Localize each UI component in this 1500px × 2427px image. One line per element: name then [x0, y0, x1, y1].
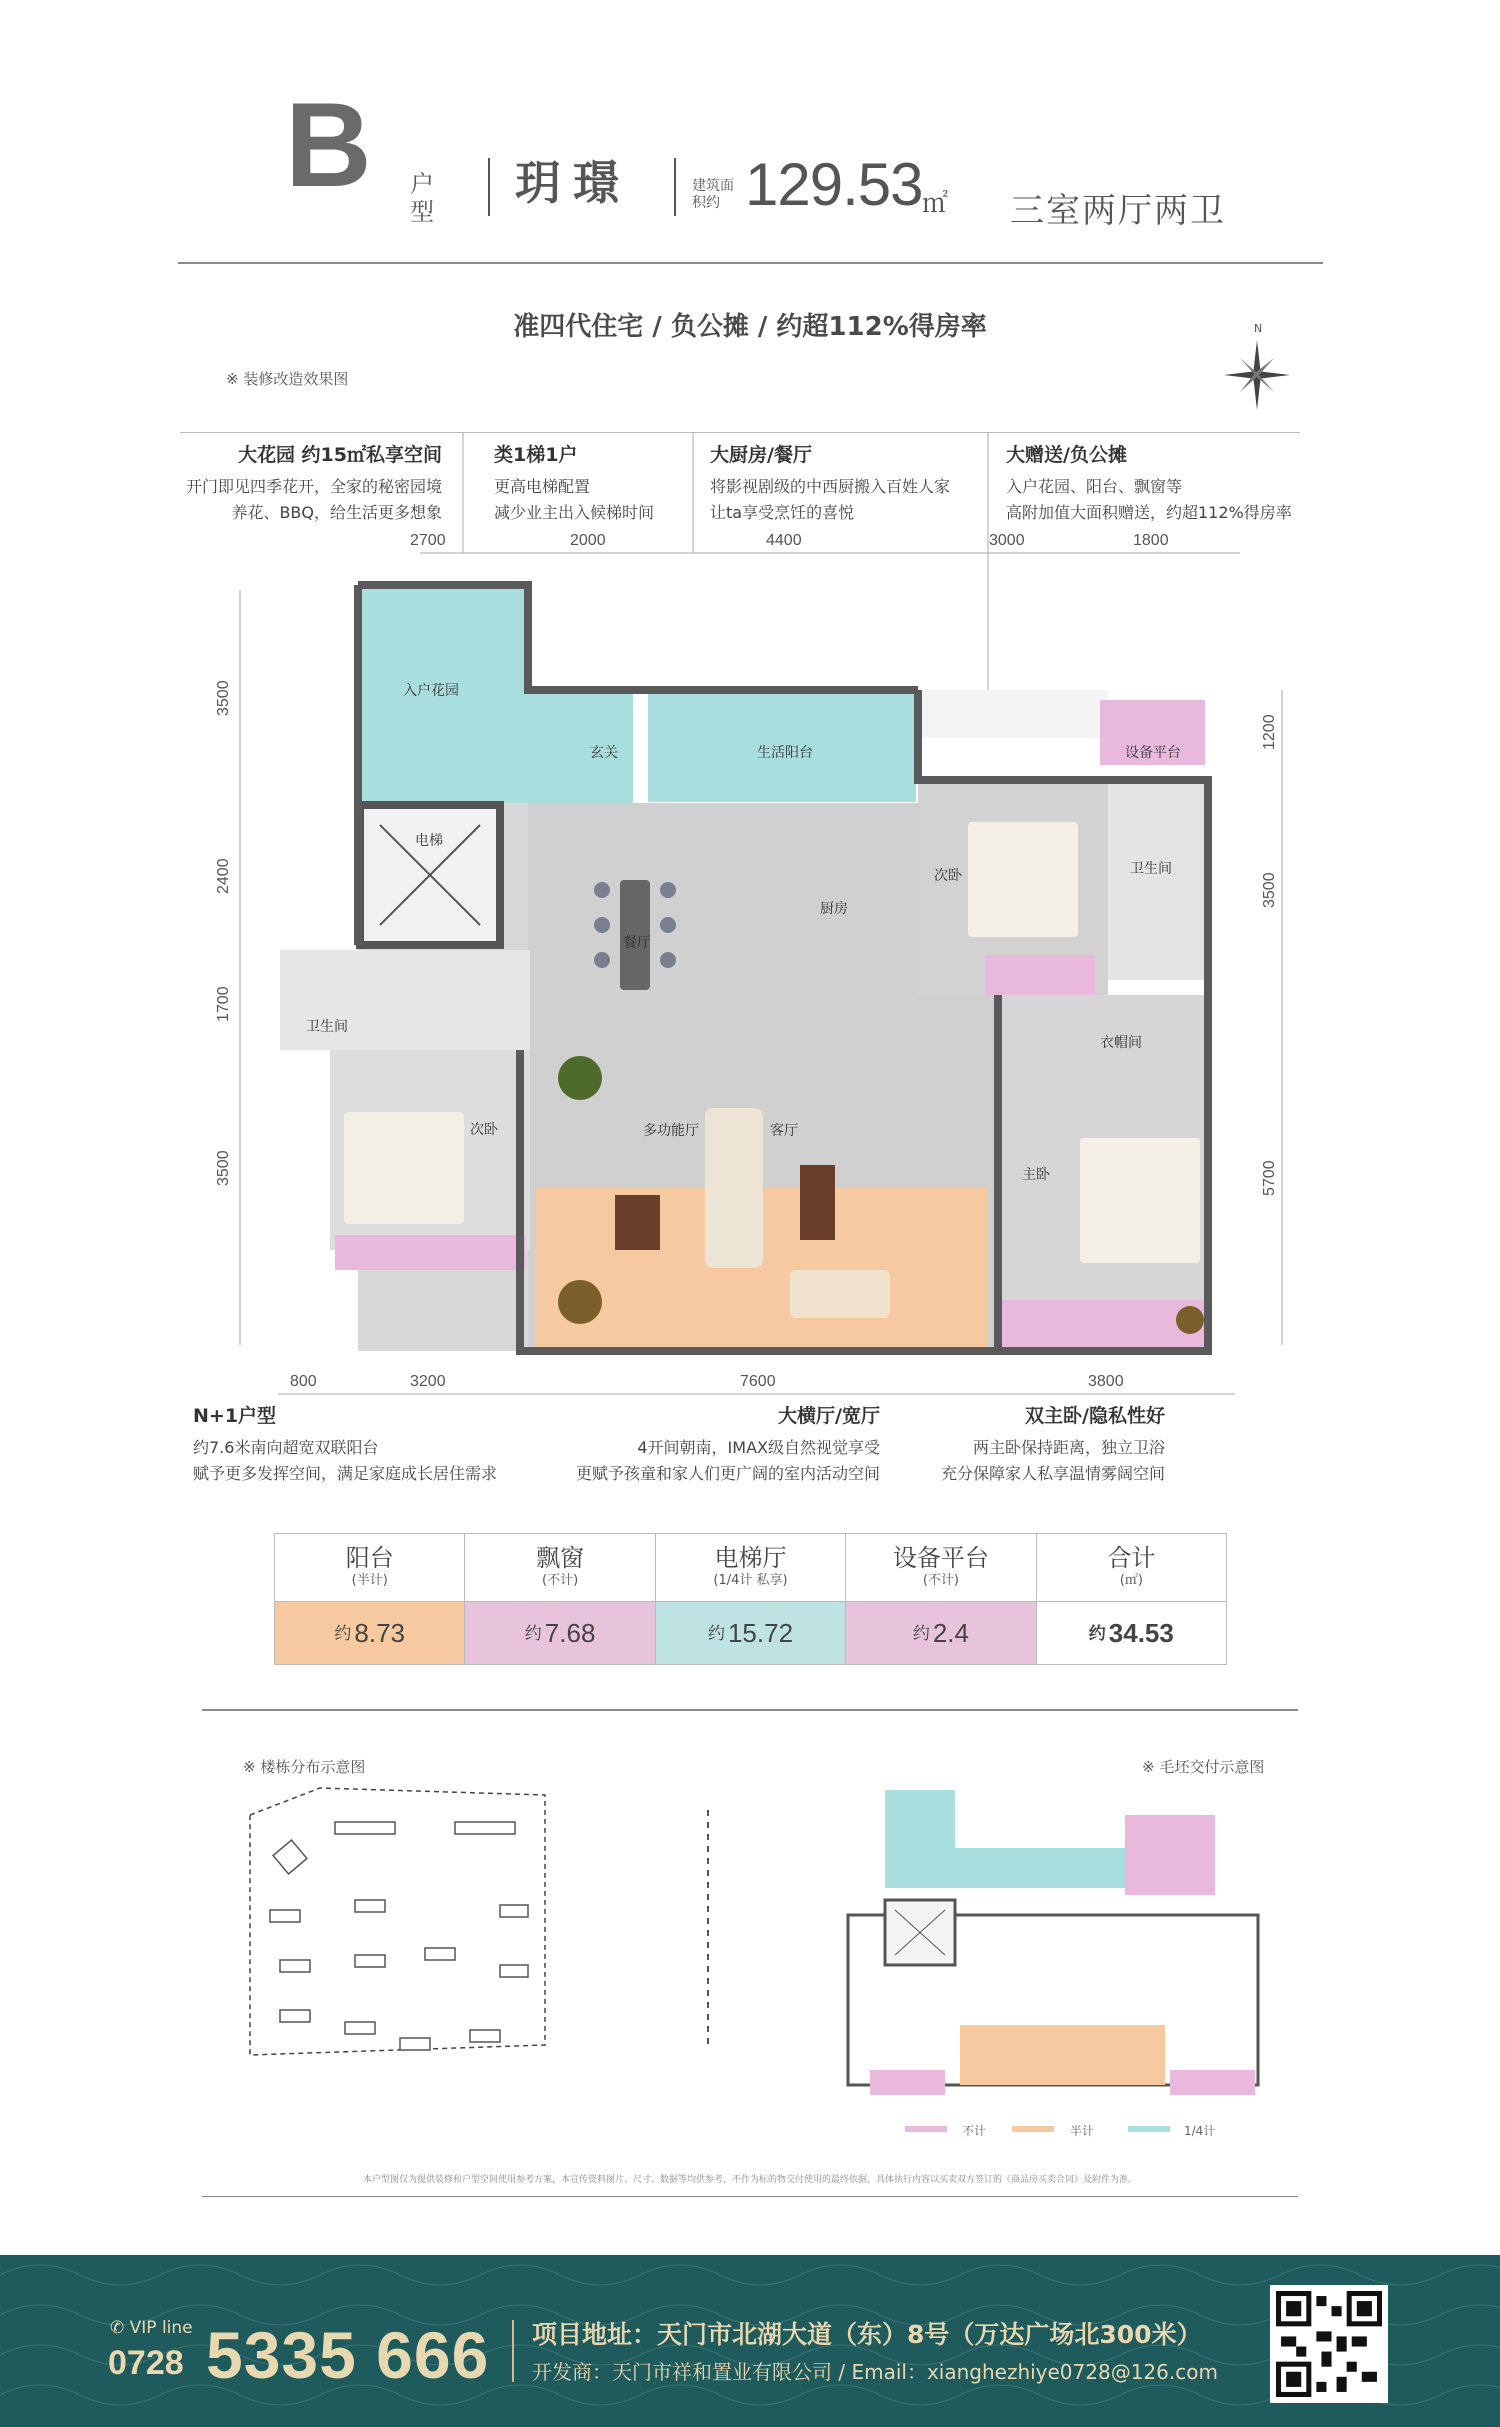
cell-sub: (半计) [351, 1573, 388, 1588]
callout-title: 大赠送/负公摊 [1006, 444, 1127, 466]
dimension-label: 1200 [1261, 714, 1278, 750]
callout-text: 4开间朝南，IMAX级自然视觉享受 [637, 1438, 880, 1457]
callout-text: 更赋予孩童和家人们更广阔的室内活动空间 [575, 1464, 880, 1483]
cell-value: 2.4 [932, 1618, 969, 1648]
cell-sub: (不计) [922, 1573, 959, 1588]
site-and-rough-diagrams [0, 1760, 1500, 2140]
qr-code-icon [1276, 2291, 1382, 2397]
dimension-label: 1800 [1133, 532, 1169, 549]
dimension-label: 3800 [1088, 1373, 1124, 1390]
room-living: 客厅 [770, 1123, 798, 1139]
vip-text: VIP line [129, 2318, 193, 2338]
cell-prefix: 约 [334, 1623, 352, 1643]
callout-master [900, 1403, 1165, 1487]
room-bathroom-left: 卫生间 [306, 1019, 348, 1035]
svg-text:N: N [1254, 322, 1263, 335]
dimension-label: 2700 [410, 532, 446, 549]
rendering-note: ※ 装修改造效果图 [226, 370, 349, 388]
cell-title: 设备平台 [892, 1544, 989, 1572]
site-plan-note: ※ 楼栋分布示意图 [243, 1758, 366, 1776]
qr-code[interactable] [1270, 2285, 1388, 2403]
callout-text: 养花、BBQ，给生活更多想象 [231, 503, 442, 522]
dimension-label: 3500 [215, 1150, 232, 1186]
dimension-label: 3000 [989, 532, 1025, 549]
room-kitchen: 厨房 [820, 901, 848, 917]
footer-divider [512, 2320, 514, 2382]
subtitle: 准四代住宅 / 负公摊 / 约超112%得房率 [513, 312, 987, 342]
layout-text: 三室两厅两卫 [1010, 191, 1226, 231]
callout-title: 大横厅/宽厅 [778, 1405, 880, 1427]
room-bedroom-left: 次卧 [470, 1122, 498, 1138]
phone-icon: ✆ [110, 2318, 125, 2338]
cell-value: 34.53 [1108, 1618, 1174, 1648]
dimension-label: 7600 [740, 1373, 776, 1390]
area-table-cell [1037, 1534, 1226, 1664]
unit-name: 玥璟 [515, 156, 631, 210]
room-foyer: 玄关 [590, 745, 618, 761]
cell-sub: (不计) [542, 1573, 579, 1588]
legend-label: 不计 [962, 2124, 987, 2138]
callout-text: 入户花园、阳台、飘窗等 [1006, 477, 1183, 496]
callout-title: 大厨房/餐厅 [710, 444, 812, 466]
dimension-label: 3500 [1261, 872, 1278, 908]
cell-value: 15.72 [727, 1618, 794, 1648]
dimension-label: 5700 [1261, 1160, 1278, 1196]
unit-type-suffix: 户型 [410, 170, 434, 226]
callout-title: 类1梯1户 [494, 444, 578, 466]
area-label: 建筑面积约 [692, 178, 734, 211]
cell-title: 飘窗 [536, 1544, 585, 1572]
project-address: 项目地址：天门市北湖大道（东）8号（万达广场北300米） [532, 2320, 1202, 2349]
room-bathroom-right: 卫生间 [1130, 861, 1172, 877]
room-entry-garden: 入户花园 [403, 683, 459, 699]
unit-type-letter: B [285, 78, 372, 212]
cell-prefix: 约 [524, 1623, 542, 1643]
cell-title: 合计 [1107, 1544, 1156, 1572]
callout-text: 赋予更多发挥空间，满足家庭成长居住需求 [193, 1464, 498, 1483]
cell-value: 7.68 [544, 1618, 596, 1648]
vip-line-label [110, 2318, 193, 2338]
area-table-cell [656, 1534, 846, 1664]
cell-prefix: 约 [912, 1623, 930, 1643]
callout-title: 大花园 约15㎡私享空间 [237, 444, 442, 466]
area-value: 129.53 [745, 151, 923, 218]
callout-text: 两主卧保持距离，独立卫浴 [972, 1438, 1165, 1457]
callout-text: 减少业主出入候梯时间 [494, 503, 655, 522]
callout-title: 双主卧/隐私性好 [1025, 1405, 1165, 1427]
legend-label: 半计 [1070, 2124, 1095, 2138]
dimension-label: 1700 [215, 986, 232, 1022]
footer-rule [202, 2196, 1298, 2197]
dimension-label: 3200 [410, 1373, 446, 1390]
callout-n1 [193, 1403, 553, 1487]
dimension-label: 3500 [215, 680, 232, 716]
room-equipment-platform: 设备平台 [1125, 745, 1181, 761]
callout-living [560, 1403, 880, 1487]
cell-value: 8.73 [354, 1618, 405, 1648]
dimension-label: 2400 [215, 858, 232, 894]
callout-text: 充分保障家人私享温情雾阔空间 [940, 1464, 1165, 1483]
dimension-label: 2000 [570, 532, 606, 549]
callout-title: N+1户型 [193, 1405, 277, 1427]
callout-text: 约7.6米南向超宽双联阳台 [193, 1438, 379, 1457]
room-bedroom-second: 次卧 [934, 868, 962, 884]
callout-text: 更高电梯配置 [494, 477, 591, 496]
room-multifunction: 多功能厅 [643, 1123, 699, 1139]
cell-prefix: 约 [707, 1623, 725, 1643]
area-table-cell [275, 1534, 465, 1664]
area-unit: ㎡ [922, 189, 949, 219]
callout-text: 开门即见四季花开，全家的秘密园境 [185, 477, 442, 496]
dimension-label: 800 [290, 1373, 317, 1390]
cell-title: 阳台 [345, 1544, 394, 1572]
room-elevator: 电梯 [415, 833, 443, 849]
rough-plan-note: ※ 毛坯交付示意图 [1142, 1758, 1265, 1776]
legend-label: 1/4计 [1184, 2124, 1216, 2138]
cell-prefix: 约 [1088, 1623, 1106, 1643]
callout-text: 将影视剧级的中西厨搬入百姓人家 [710, 477, 951, 496]
cell-title: 电梯厅 [714, 1544, 787, 1572]
room-dining: 餐厅 [623, 935, 651, 951]
cell-sub: (㎡) [1119, 1573, 1143, 1588]
section-rule [202, 1709, 1298, 1711]
area-table-cell [465, 1534, 655, 1664]
cell-sub: (1/4计 私享) [713, 1573, 788, 1588]
callout-text: 高附加值大面积赠送，约超112%得房率 [1006, 503, 1292, 522]
room-service-balcony: 生活阳台 [757, 745, 813, 761]
area-table [274, 1533, 1227, 1665]
developer-info: 开发商：天门市祥和置业有限公司 / Email：xianghezhiye0728@126.com [532, 2360, 1218, 2384]
phone-number[interactable]: 5335 666 [206, 2318, 490, 2392]
area-table-cell [846, 1534, 1036, 1664]
room-closet: 衣帽间 [1100, 1035, 1142, 1051]
disclaimer: 本户型图仅为提供装修和户型空间使用参考方案，本宣传资料图片、尺寸、数据等均供参考，不作为标的物交付使用的最终依据，具体执行内容以买卖双方签订的《商品房买卖合同》及附件为准。 [362, 2175, 1137, 2185]
room-master-bedroom: 主卧 [1022, 1167, 1050, 1183]
dimension-label: 4400 [766, 532, 802, 549]
phone-area-code: 0728 [108, 2344, 184, 2382]
callout-text: 让ta享受烹饪的喜悦 [710, 503, 855, 522]
